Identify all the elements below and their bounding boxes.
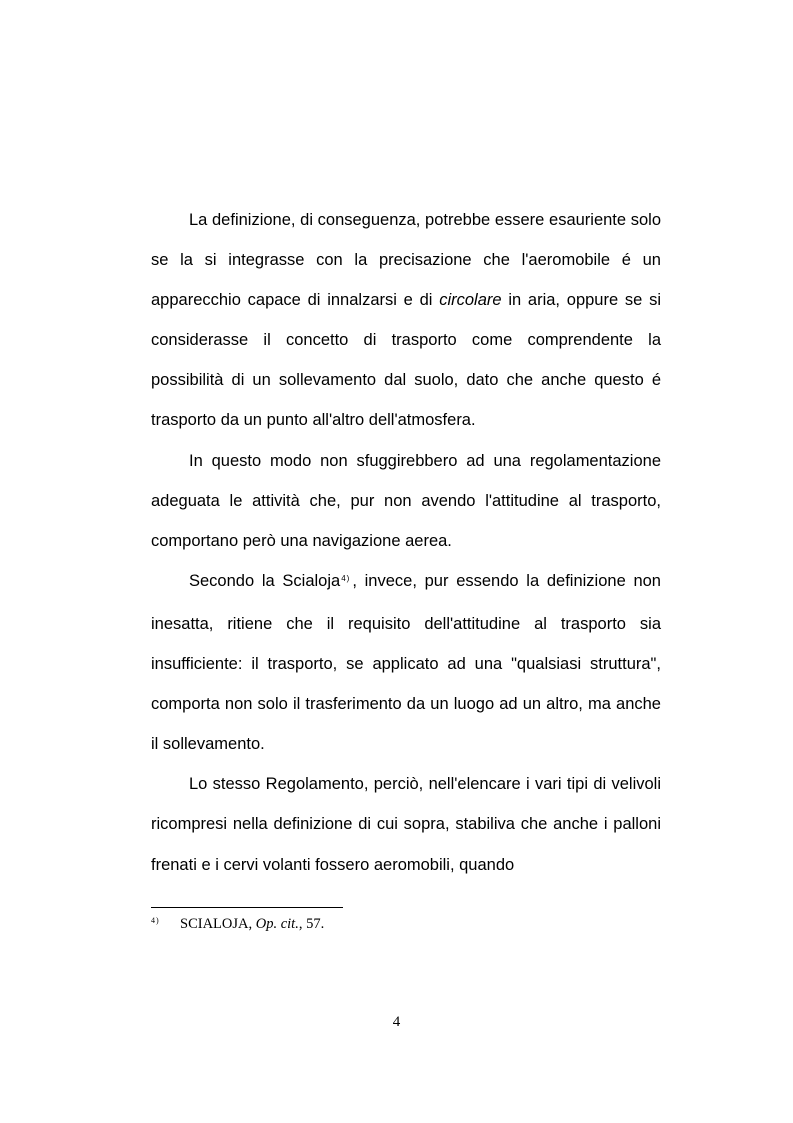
p3-text-a: Secondo la Scialoja [189,571,341,590]
footnote-separator [151,907,343,908]
paragraph-3 [151,561,661,764]
paragraph-2: In questo modo non sfuggirebbero ad una regolamentazione adeguata le attività che, pur non avendo l'attitudine al trasporto, comportano però una navigazione aerea. [151,451,661,550]
footnote-mark: 4) [151,916,160,925]
p1-text-a: La definizione, di conseguenza, potrebbe essere esauriente solo se la si integrasse con la precisazione che l'aeromobile é un apparecchio capace di innalzarsi e di [151,211,661,310]
footnote-reference: 4) [341,573,351,583]
footnote-work: Op. cit. [255,916,299,932]
body-text [151,200,661,885]
page-number: 4 [392,1014,401,1030]
footnote [151,914,324,936]
footnote-page: , 57. [298,916,325,932]
p3-text-b: , invece, pur essendo la definizione non inesatta, ritiene che il requisito dell'attitudine al trasporto sia insufficiente: il trasporto, se applicato ad una "qualsiasi struttura", comporta non solo il trasferimento da un luogo ad un altro, ma anche il sollevamento. [151,571,661,754]
p1-text-b: in aria, oppure se si considerasse il concetto di trasporto come comprendente la possibilità di un sollevamento dal suolo, dato che anche questo é trasporto da un punto all'altro dell'atmosfera. [151,291,661,430]
p1-italic-circolare: circolare [439,291,502,310]
paragraph-1 [151,200,661,441]
paragraph-4: Lo stesso Regolamento, perciò, nell'elencare i vari tipi di velivoli ricompresi nella definizione di cui sopra, stabiliva che anche i palloni frenati e i cervi volanti fossero aeromobili, quando [151,775,661,874]
footnote-author: SCIALOJA, [180,916,256,932]
